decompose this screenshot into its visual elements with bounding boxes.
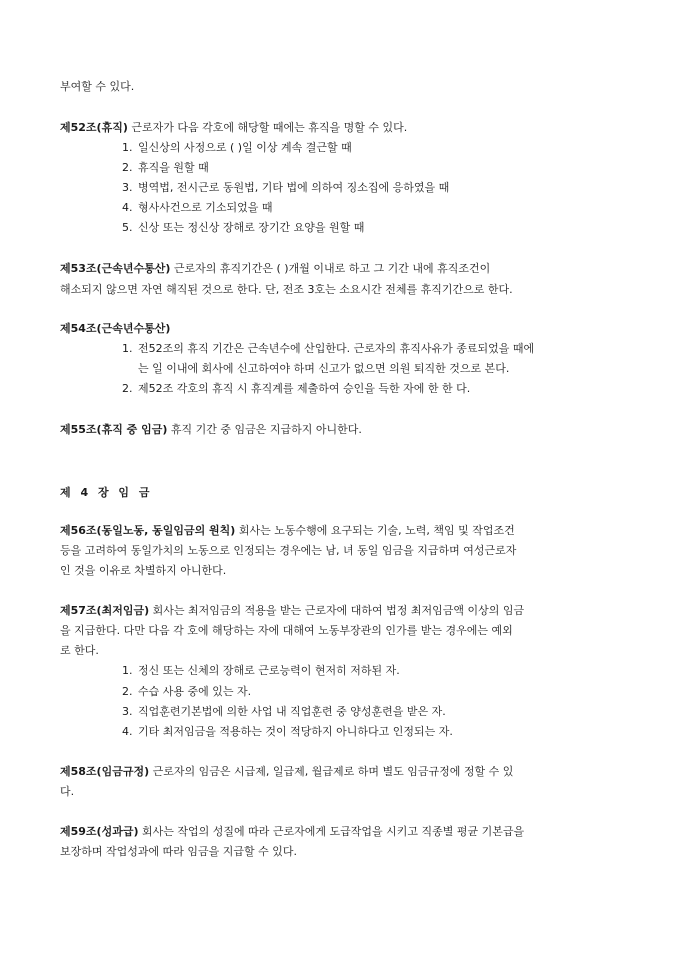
list-item: 3. 직업훈련기본법에 의한 사업 내 직업훈련 중 양성훈련을 받은 자. — [122, 705, 446, 718]
list-item: 2. 제52조 각호의 휴직 시 휴직계를 제출하여 승인을 득한 자에 한 한 다. — [122, 382, 471, 395]
article-57-heading: 제57조(최저임금) — [60, 604, 150, 617]
list-item-continuation: 는 일 이내에 회사에 신고하여야 하며 신고가 없으면 의원 퇴직한 것으로 본다. — [138, 362, 510, 375]
text-line: 등을 고려하여 동일가치의 노동으로 인정되는 경우에는 남, 녀 동일 임금을 지급하며 여성근로자 — [60, 544, 517, 557]
text-line: 다. — [60, 785, 75, 798]
list-item: 2. 휴직을 원할 때 — [122, 161, 209, 174]
article-59: 제59조(성과급) 회사는 작업의 성질에 따라 근로자에게 도급작업을 시키고 직종별 평균 기본급을 — [60, 825, 525, 838]
list-item: 4. 기타 최저임금을 적용하는 것이 적당하지 아니하다고 인정되는 자. — [122, 725, 453, 738]
text-line: 을 지급한다. 다만 다음 각 호에 해당하는 자에 대해여 노동부장관의 인가를 받는 경우에는 예외 — [60, 624, 513, 637]
article-58: 제58조(임금규정) 근로자의 임금은 시급제, 일급제, 월급제로 하며 별도 임금규정에 정할 수 있 — [60, 765, 514, 778]
article-53: 제53조(근속년수통산) 근로자의 휴직기간은 ( )개월 이내로 하고 그 기간 내에 휴직조건이 — [60, 262, 491, 275]
list-item: 2. 수습 사용 중에 있는 자. — [122, 685, 252, 698]
list-item: 1. 전52조의 휴직 기간은 근속년수에 산입한다. 근로자의 휴직사유가 종료되었을 때에 — [122, 342, 535, 355]
list-item: 3. 병역법, 전시근로 동원법, 기타 법에 의하여 징소집에 응하였을 때 — [122, 181, 450, 194]
text-line: 인 것을 이유로 차별하지 아니한다. — [60, 564, 227, 577]
article-54-heading: 제54조(근속년수통산) — [60, 322, 171, 335]
article-57: 제57조(최저임금) 회사는 최저임금의 적용을 받는 근로자에 대하여 법정 최저임금액 이상의 임금 — [60, 604, 525, 617]
article-56: 제56조(동일노동, 동일임금의 원칙) 회사는 노동수행에 요구되는 기술, 노력, 책임 및 작업조건 — [60, 524, 515, 537]
article-55-heading: 제55조(휴직 중 임금) — [60, 423, 168, 436]
article-59-heading: 제59조(성과급) — [60, 825, 139, 838]
list-item: 4. 형사사건으로 기소되었을 때 — [122, 201, 273, 214]
article-58-heading: 제58조(임금규정) — [60, 765, 150, 778]
text-line: 로 한다. — [60, 644, 99, 657]
article-52 — [60, 121, 407, 135]
article-52-text: 근로자가 다음 각호에 해당할 때에는 휴직을 명할 수 있다. — [127, 121, 408, 134]
article-55: 제55조(휴직 중 임금) 휴직 기간 중 임금은 지급하지 아니한다. — [60, 423, 362, 436]
article-56-heading: 제56조(동일노동, 동일임금의 원칙) — [60, 524, 236, 537]
article-52-heading: 제52조(휴직) — [60, 121, 128, 134]
article-53-heading: 제53조(근속년수통산) — [60, 262, 171, 275]
text-line: 해소되지 않으면 자연 해직된 것으로 한다. 단, 전조 3호는 소요시간 전체를 휴직기간으로 한다. — [60, 283, 513, 296]
text-line: 보장하며 작업성과에 따라 임금을 지급할 수 있다. — [60, 845, 297, 858]
chapter-title: 제 4 장 임 금 — [60, 486, 153, 499]
list-item: 5. 신상 또는 정신상 장해로 장기간 요양을 원할 때 — [122, 221, 365, 234]
list-item: 1. 정신 또는 신체의 장해로 근로능력이 현저히 저하된 자. — [122, 664, 400, 677]
list-item: 1. 일신상의 사정으로 ( )일 이상 계속 결근할 때 — [122, 141, 352, 154]
text-line: 부여할 수 있다. — [60, 80, 135, 93]
